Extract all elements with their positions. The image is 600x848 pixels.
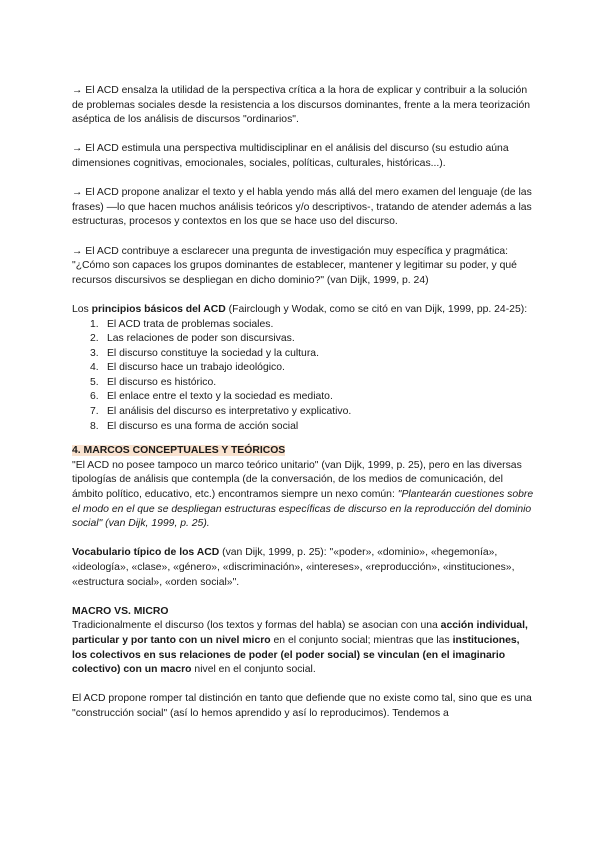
- list-item: 8. El discurso es una forma de acción social: [90, 420, 299, 432]
- principles-list: [72, 318, 534, 435]
- point-critical-perspective: → El ACD ensalza la utilidad de la perspectiva crítica a la hora de explicar y contribuir a la solución de problemas sociales desde la resistencia a los discursos dominantes, frente a la mera teorización aséptica de los análisis de discursos "ordinarios".: [72, 85, 530, 126]
- list-item: 5. El discurso es histórico.: [90, 376, 217, 388]
- document-body: [72, 84, 534, 722]
- point-beyond-language: → El ACD propone analizar el texto y el habla yendo más allá del mero examen del lenguaje (de las frases) —lo que hacen muchos análisis teóricos y/o descriptivos-, tratando de atender además a las estructuras, procesos y contextos en los que se hace uso del discurso.: [72, 187, 532, 228]
- macro-paragraph-2: El ACD propone romper tal distinción en tanto que defiende que no existe como tal, sino que es una "construcción social" (así lo hemos aprendido y así lo reproducimos). Tendemos a: [72, 693, 532, 719]
- section-marcos-quote: "Plantearán cuestiones sobre el modo en el que se despliegan estructuras específicas de discurso en la reproducción del dominio social" (van Dijk, 1999, p. 25).: [72, 489, 534, 530]
- list-item: 3. El discurso constituye la sociedad y la cultura.: [90, 347, 319, 359]
- list-item: 4. El discurso hace un trabajo ideológico.: [90, 362, 285, 374]
- section-heading-macro-micro: MACRO VS. MICRO: [72, 605, 169, 617]
- vocabulary-paragraph: Vocabulario típico de los ACD (van Dijk, 1999, p. 25): "«poder», «dominio», «hegemonía», «ideología», «clase», «género», «discriminación», «intereses», «reproducción», «instituciones», «estructura social», «orden social»".: [72, 547, 515, 588]
- list-item: 1. El ACD trata de problemas sociales.: [90, 318, 274, 330]
- list-item: 6. El enlace entre el texto y la sociedad es mediato.: [90, 391, 333, 403]
- point-multidisciplinary: → El ACD estimula una perspectiva multidisciplinar en el análisis del discurso (su estudio aúna dimensiones cognitivas, emocionales, sociales, políticas, culturales, históricas...).: [72, 143, 509, 169]
- principles-intro-bold: principios básicos del ACD: [91, 303, 226, 315]
- list-item: 2. Las relaciones de poder son discursivas.: [90, 333, 295, 345]
- section-heading-marcos: 4. MARCOS CONCEPTUALES Y TEÓRICOS: [72, 445, 286, 457]
- principles-intro: Los principios básicos del ACD (Fairclough y Wodak, como se citó en van Dijk, 1999, pp. 24-25):: [72, 303, 528, 315]
- list-item: 7. El análisis del discurso es interpretativo y explicativo.: [90, 406, 352, 418]
- point-research-question: → El ACD contribuye a esclarecer una pregunta de investigación muy específica y pragmática: "¿Cómo son capaces los grupos dominantes de establecer, mantener y legitimar su poder, y qué recursos discursivos se despliegan en dicho dominio?" (van Dijk, 1999, p. 24): [72, 245, 517, 286]
- macro-paragraph-1: Tradicionalmente el discurso (los textos y formas del habla) se asocian con una acción individual, particular y por tanto con un nivel micro en el conjunto social; mientras que las instituciones, los colectivos en sus relaciones de poder (el poder social) se vinculan (en el imaginario colectivo) con un macro nivel en el conjunto social.: [72, 620, 528, 676]
- section-marcos-body: "El ACD no posee tampoco un marco teórico unitario" (van Dijk, 1999, p. 25), pero en las diversas tipologías de análisis que contempla (de la conversación, de los medios de comunicación, del ámbito político, educativo, etc.) encontramos siempre un nexo común: "Plantearán cuestiones sobre el modo en el que se despliegan estructuras específicas de discurso en la reproducción del dominio social" (van Dijk, 1999, p. 25).: [72, 459, 534, 530]
